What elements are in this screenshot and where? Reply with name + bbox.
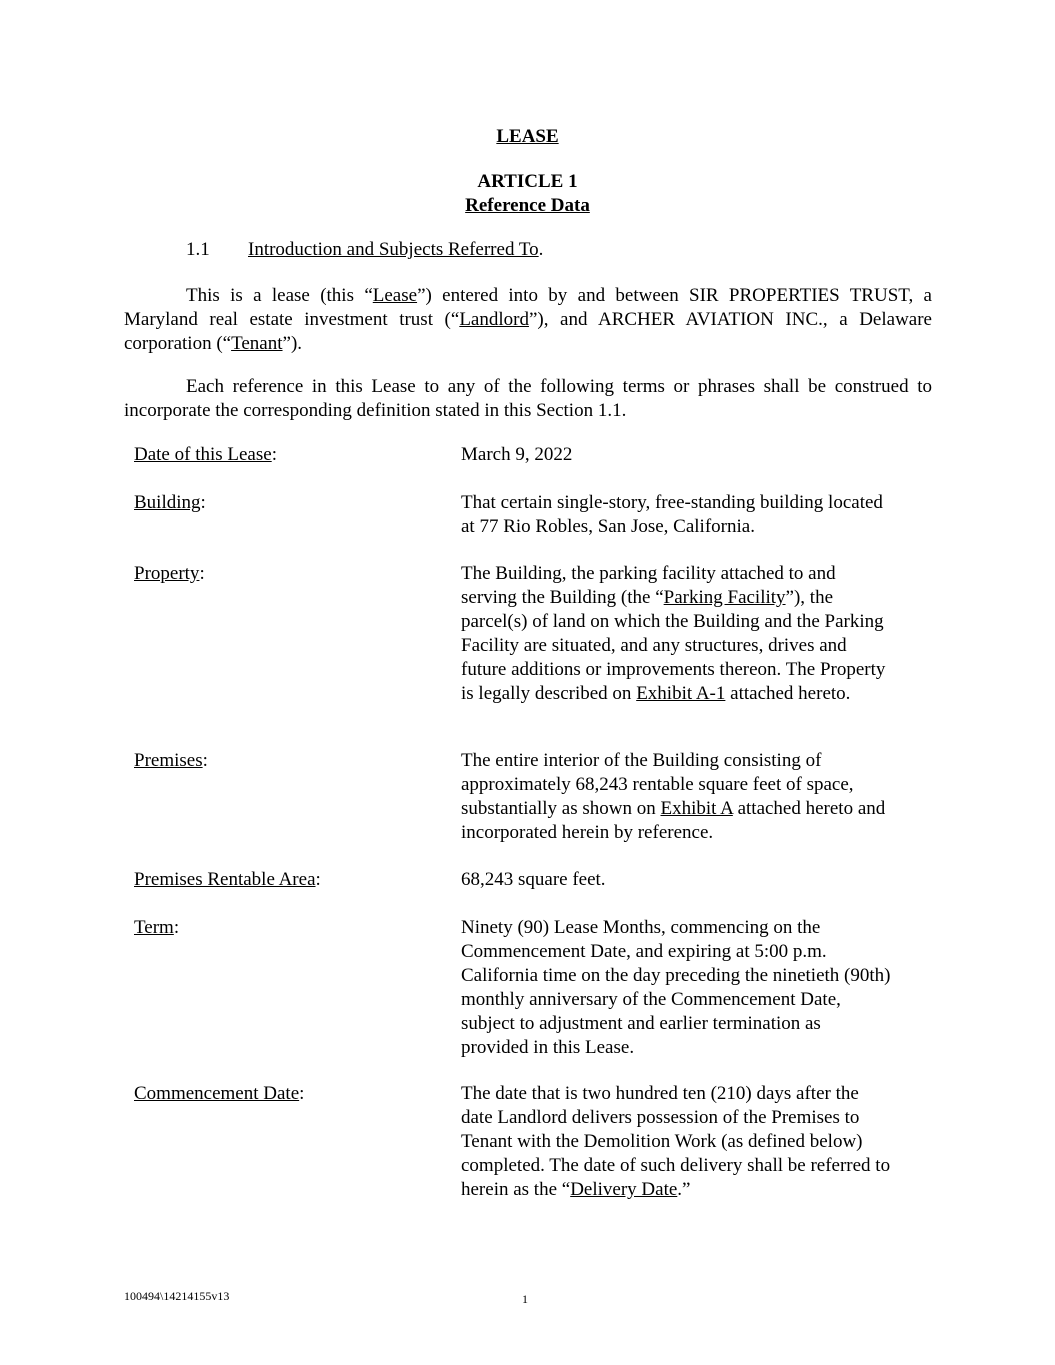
- definition-term: Term:: [134, 917, 180, 938]
- reference-paragraph: Each reference in this Lease to any of the following terms or phrases shall be construed to incorporate the corresponding definition stated in this Section 1.1.: [124, 376, 932, 421]
- footer-doc-id: 100494\14214155v13: [124, 1289, 230, 1303]
- section-number: 1.1: [186, 239, 210, 260]
- page-number: 1: [522, 1292, 528, 1306]
- definition-value: The date that is two hundred ten (210) days after the date Landlord delivers possession of the Premises to Tenant with the Demolition Work (as defined below) completed. The date of such delivery shall be referred to herein as the “Delivery Date.”: [461, 1083, 891, 1200]
- defined-term-tenant: Tenant: [231, 333, 283, 354]
- document-title: LEASE: [496, 126, 559, 147]
- definition-value: 68,243 square feet.: [461, 869, 606, 890]
- definition-term: Property:: [134, 563, 205, 584]
- article-subtitle: Reference Data: [465, 195, 590, 216]
- defined-term-lease: Lease: [372, 285, 418, 306]
- article-heading: ARTICLE 1: [477, 171, 578, 192]
- defined-term-landlord: Landlord: [459, 309, 529, 330]
- definition-term: Premises:: [134, 750, 208, 771]
- definition-value: The Building, the parking facility attached to and serving the Building (the “Parking Facility”), the parcel(s) of land on which the Building and the Parking Facility are situated, and any structures, drives and future additions or improvements thereon. The Property is legally described on Exhibit A-1 attached hereto.: [461, 563, 886, 704]
- definition-value: March 9, 2022: [461, 444, 573, 465]
- definition-value: The entire interior of the Building consisting of approximately 68,243 rentable square feet of space, substantially as shown on Exhibit A attached hereto and incorporated herein by reference.: [461, 750, 886, 843]
- definition-term: Building:: [134, 492, 206, 513]
- definition-term: Date of this Lease:: [134, 444, 277, 465]
- section-heading: Introduction and Subjects Referred To.: [248, 239, 544, 260]
- intro-paragraph: This is a lease (this “Lease”) entered into by and between SIR PROPERTIES TRUST, a Maryland real estate investment trust (“Landlord”), and ARCHER AVIATION INC., a Delaware corporation (“Tenant”).: [124, 285, 932, 354]
- definition-value: That certain single-story, free-standing building located at 77 Rio Robles, San Jose, California.: [461, 492, 883, 537]
- definition-value: Ninety (90) Lease Months, commencing on the Commencement Date, and expiring at 5:00 p.m. California time on the day preceding the ninetieth (90th) monthly anniversary of the Commencement Date, subject to adjustment and earlier termination as provided in this Lease.: [461, 917, 891, 1058]
- definition-term: Premises Rentable Area:: [134, 869, 321, 890]
- definition-term: Commencement Date:: [134, 1083, 305, 1104]
